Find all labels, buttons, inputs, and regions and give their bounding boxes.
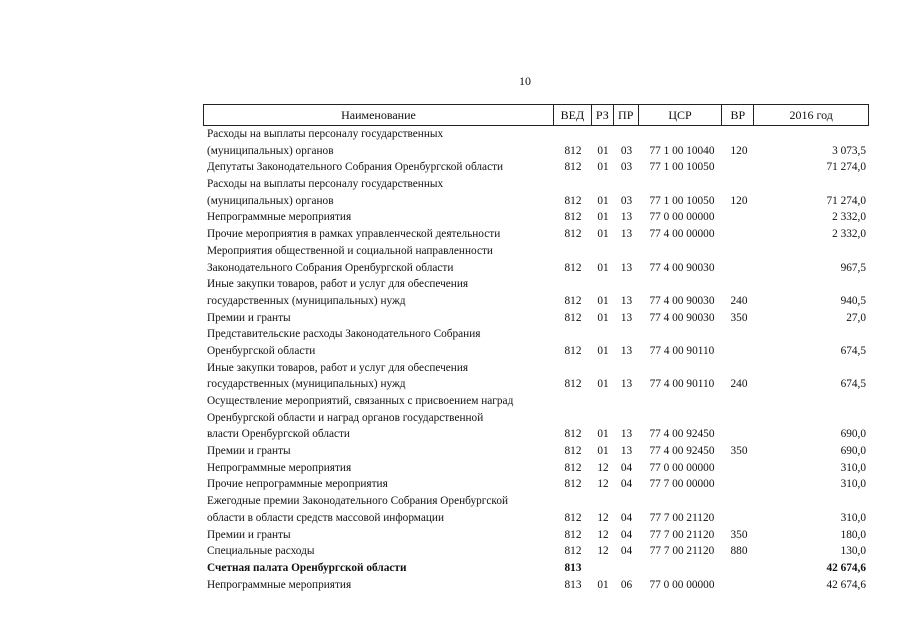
row-amount: 967,5	[840, 261, 866, 274]
row-ved: 812	[564, 528, 582, 541]
row-csr: 77 4 00 00000	[649, 228, 715, 241]
table-row	[203, 226, 869, 243]
row-ved: 812	[564, 378, 582, 391]
row-amount: 2 332,0	[832, 211, 866, 224]
row-vr	[723, 326, 755, 359]
row-amount: 27,0	[846, 311, 866, 324]
row-vr	[723, 159, 755, 176]
row-pr	[614, 560, 639, 577]
table-row	[203, 310, 869, 327]
row-rz	[592, 560, 614, 577]
row-pr: 13	[620, 445, 633, 458]
row-pr: 13	[620, 344, 633, 357]
row-rz: 01	[597, 344, 609, 357]
table-row	[203, 543, 869, 560]
row-vr: 350	[730, 528, 748, 541]
table-row	[203, 443, 869, 460]
row-name: Специальные расходы	[207, 545, 315, 558]
row-csr: 77 1 00 10040	[649, 144, 715, 157]
header-year: 2016 год	[789, 108, 833, 122]
table-row	[203, 360, 869, 393]
row-amount: 690,0	[840, 428, 866, 441]
row-rz: 01	[597, 144, 609, 157]
row-pr: 13	[620, 261, 633, 274]
table-row	[203, 209, 869, 226]
row-name: Ежегодные премии Законодательного Собрания Оренбургской области в области средств массовой информации	[207, 495, 509, 524]
table-row	[203, 476, 869, 493]
row-ved: 812	[564, 445, 582, 458]
row-vr	[723, 476, 755, 493]
row-csr: 77 7 00 21120	[649, 528, 715, 541]
row-amount: 180,0	[840, 528, 866, 541]
row-amount: 940,5	[840, 294, 866, 307]
row-ved: 812	[564, 144, 582, 157]
row-name: Непрограммные мероприятия	[207, 461, 352, 474]
row-rz: 01	[597, 228, 609, 241]
header-csr: ЦСР	[639, 105, 723, 125]
row-rz: 01	[597, 445, 609, 458]
row-vr: 120	[730, 144, 748, 157]
row-csr: 77 7 00 21120	[649, 545, 715, 558]
row-pr: 06	[620, 578, 633, 591]
row-vr: 240	[730, 294, 748, 307]
table-row	[203, 577, 869, 594]
row-csr	[639, 560, 723, 577]
row-pr: 13	[620, 294, 633, 307]
header-name: Наименование	[204, 105, 554, 125]
row-name: Осуществление мероприятий, связанных с присвоением наград Оренбургской области и наград органов государственной власти Оренбургской области	[207, 395, 514, 441]
row-vr	[723, 493, 755, 526]
row-ved: 812	[564, 194, 582, 207]
row-vr	[723, 393, 755, 443]
row-rz: 12	[597, 511, 609, 524]
row-rz: 01	[597, 378, 609, 391]
row-pr: 13	[620, 428, 633, 441]
row-vr	[723, 226, 755, 243]
row-rz: 01	[597, 261, 609, 274]
row-rz: 01	[597, 211, 609, 224]
row-vr	[723, 209, 755, 226]
row-csr: 77 1 00 10050	[649, 194, 715, 207]
row-amount: 71 274,0	[826, 194, 866, 207]
row-name: Представительские расходы Законодательного Собрания Оренбургской области	[207, 328, 481, 357]
row-ved: 813	[564, 578, 582, 591]
table-row	[203, 126, 869, 159]
table-header	[203, 104, 869, 126]
header-ved: ВЕД	[554, 105, 592, 125]
table-row	[203, 159, 869, 176]
row-pr: 04	[620, 461, 633, 474]
row-csr: 77 4 00 90110	[649, 344, 715, 357]
row-amount: 42 674,6	[826, 578, 866, 591]
row-csr: 77 0 00 00000	[649, 461, 715, 474]
row-pr: 04	[620, 528, 633, 541]
row-name: Счетная палата Оренбургской области	[207, 561, 407, 574]
row-csr: 77 7 00 21120	[649, 511, 715, 524]
row-name: Расходы на выплаты персоналу государственных (муниципальных) органов	[207, 178, 444, 207]
row-pr: 13	[620, 228, 633, 241]
row-csr: 77 4 00 90110	[649, 378, 715, 391]
row-vr: 350	[730, 445, 748, 458]
table-row	[203, 176, 869, 209]
row-vr: 240	[730, 378, 748, 391]
row-amount: 310,0	[840, 461, 866, 474]
row-name: Иные закупки товаров, работ и услуг для обеспечения государственных (муниципальных) нужд	[207, 361, 469, 391]
row-ved: 812	[564, 211, 582, 224]
table-row	[203, 276, 869, 309]
row-vr	[723, 560, 755, 577]
row-amount: 42 674,6	[826, 561, 866, 574]
header-vr: ВР	[722, 105, 754, 125]
header-rz: РЗ	[592, 105, 614, 125]
table-row	[203, 393, 869, 443]
table-row	[203, 527, 869, 544]
row-csr: 77 0 00 00000	[649, 578, 715, 591]
row-rz: 12	[597, 528, 609, 541]
row-name: Расходы на выплаты персоналу государственных (муниципальных) органов	[207, 128, 444, 157]
row-name: Непрограммные мероприятия	[207, 578, 352, 591]
row-amount: 130,0	[840, 545, 866, 558]
row-amount: 71 274,0	[826, 161, 866, 174]
row-vr	[723, 243, 755, 276]
row-csr: 77 4 00 92450	[649, 428, 715, 441]
row-ved: 812	[564, 461, 582, 474]
row-pr: 03	[620, 194, 633, 207]
row-vr	[723, 460, 755, 477]
row-name: Депутаты Законодательного Собрания Оренбургской области	[207, 161, 504, 174]
row-csr: 77 4 00 90030	[649, 294, 715, 307]
row-csr: 77 4 00 92450	[649, 445, 715, 458]
row-rz: 12	[597, 461, 609, 474]
row-ved: 812	[564, 228, 582, 241]
row-amount: 310,0	[840, 511, 866, 524]
row-vr: 350	[730, 311, 748, 324]
row-csr: 77 0 00 00000	[649, 211, 715, 224]
row-pr: 03	[620, 161, 633, 174]
row-vr: 880	[730, 545, 748, 558]
row-rz: 01	[597, 161, 609, 174]
row-ved: 812	[564, 294, 582, 307]
row-vr: 120	[730, 194, 748, 207]
row-vr	[723, 577, 755, 594]
row-name: Премии и гранты	[207, 445, 291, 458]
table-row	[203, 460, 869, 477]
row-ved: 812	[564, 311, 582, 324]
row-pr: 04	[620, 545, 633, 558]
row-amount: 3 073,5	[832, 144, 866, 157]
row-ved: 813	[564, 561, 582, 574]
row-pr: 03	[620, 144, 633, 157]
row-amount: 310,0	[840, 478, 866, 491]
row-ved: 812	[564, 478, 582, 491]
row-rz: 01	[597, 311, 609, 324]
budget-table	[203, 104, 869, 593]
row-rz: 01	[597, 194, 609, 207]
row-ved: 812	[564, 511, 582, 524]
row-pr: 13	[620, 211, 633, 224]
row-pr: 13	[620, 378, 633, 391]
row-ved: 812	[564, 428, 582, 441]
row-ved: 812	[564, 545, 582, 558]
row-csr: 77 7 00 00000	[649, 478, 715, 491]
row-pr: 13	[620, 311, 633, 324]
row-amount: 674,5	[840, 344, 866, 357]
row-rz: 01	[597, 578, 609, 591]
row-csr: 77 1 00 10050	[649, 161, 715, 174]
row-ved: 812	[564, 344, 582, 357]
row-name: Прочие непрограммные мероприятия	[207, 478, 388, 491]
row-rz: 01	[597, 294, 609, 307]
table-row	[203, 243, 869, 276]
row-ved: 812	[564, 261, 582, 274]
row-name: Мероприятия общественной и социальной направленности Законодательного Собрания Оренбургской области	[207, 244, 493, 274]
row-amount: 674,5	[840, 378, 866, 391]
row-name: Непрограммные мероприятия	[207, 211, 352, 224]
table-row	[203, 493, 869, 526]
header-pr: ПР	[614, 105, 639, 125]
row-name: Иные закупки товаров, работ и услуг для обеспечения государственных (муниципальных) нужд	[207, 278, 469, 307]
row-name: Прочие мероприятия в рамках управленческой деятельности	[207, 228, 501, 241]
row-pr: 04	[620, 478, 633, 491]
row-rz: 12	[597, 478, 609, 491]
row-rz: 12	[597, 545, 609, 558]
table-row	[203, 326, 869, 359]
row-amount: 2 332,0	[832, 228, 866, 241]
row-ved: 812	[564, 161, 582, 174]
table-body	[203, 126, 869, 593]
row-name: Премии и гранты	[207, 311, 291, 324]
row-pr: 04	[620, 511, 633, 524]
row-csr: 77 4 00 90030	[649, 261, 715, 274]
row-name: Премии и гранты	[207, 528, 291, 541]
page-number: 10	[519, 74, 531, 88]
row-rz: 01	[597, 428, 609, 441]
row-csr: 77 4 00 90030	[649, 311, 715, 324]
table-row	[203, 560, 869, 577]
row-amount: 690,0	[840, 445, 866, 458]
